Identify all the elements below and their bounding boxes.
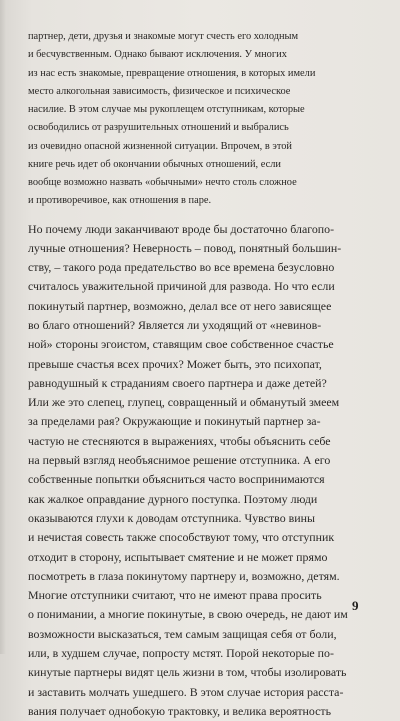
- page-edge-shadow: [0, 0, 6, 654]
- paragraph-2: Но почему люди заканчивают вроде бы достаточно благопо- лучные отношения? Неверность – повод, понятный большин- ству, – такого рода предательство во все времена безусловно считалось уважительной причиной для развода. Но что если покинутый партнер, возможно, делал все от него зависящее во благо отношений? Является ли уходящий от «невинов- ной» стороны эгоистом, ставящим свое собственное счастье превыше счастья всех прочих? Может быть, это психопат, равнодушный к страданиям своего партнера и даже детей? Или же это слепец, глупец, совращенный и обманутый змеем за пределами рая? Окружающие и покинутый партнер за- частую не стесняются в выражениях, чтобы объяснить себе на первый взгляд необъяснимое решение отступника. А его собственные попытки объясниться часто воспринимаются как жалкое оправдание дурного поступка. Поэтому люди оказываются глухи к доводам отступника. Чувство вины и нечистая совесть также способствуют тому, что отступник отходит в сторону, испытывает смятение и не может прямо посмотреть в глаза покинутому партнеру и, возможно, детям. Многие отступники считают, что не имеют права просить о понимании, а многие покинутые, в свою очередь, не дают им возможности высказаться, тем самым защищая себя от боли, или, в худшем случае, попросту мстят. Порой некоторые по- кинутые партнеры видят цель жизни в том, чтобы изолировать и заставить молчать ушедшего. В этом случае история расста- вания получает однобокую трактовку, и велика вероятность: [28, 220, 364, 721]
- page-number: 9: [352, 598, 359, 614]
- paragraph-1: партнер, дети, друзья и знакомые могут счесть его холодным и бесчувственным. Однако бывают исключения. У многих из нас есть знакомые, превращение отношения, в которых имели место алкогольная зависимость, физическое и психическое насилие. В этом случае мы рукоплещем отступникам, которые освободились от разрушительных отношений и выбрались из очевидно опасной жизненной ситуации. Впрочем, в этой книге речь идет об окончании обычных отношений, если вообще возможно назвать «обычными» нечто столь сложное и противоречивое, как отношения в паре.: [28, 28, 364, 211]
- book-page-text: [28, 28, 364, 721]
